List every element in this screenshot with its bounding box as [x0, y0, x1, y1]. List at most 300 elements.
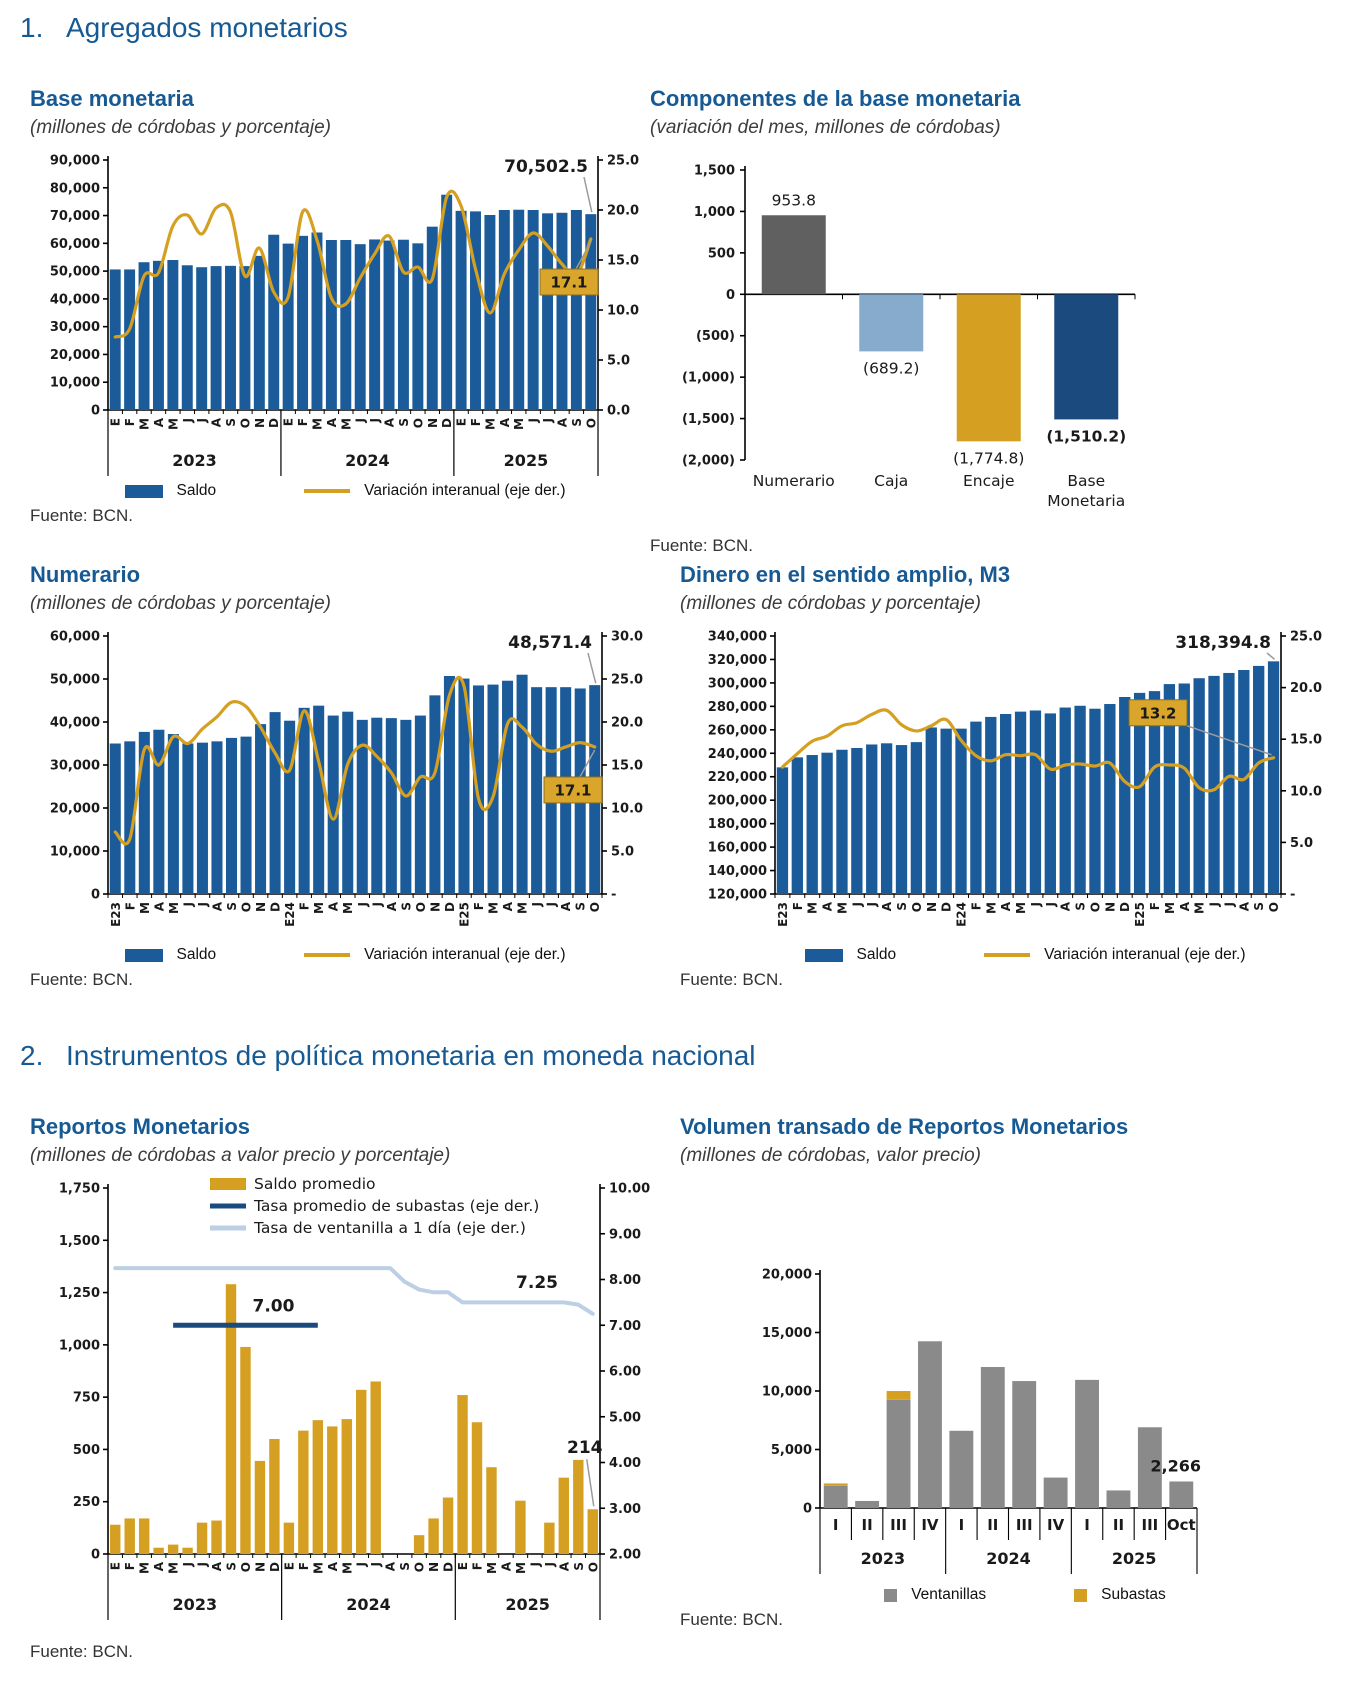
svg-text:O: O [588, 902, 603, 913]
svg-text:0: 0 [90, 1547, 100, 1563]
svg-text:17.1: 17.1 [550, 273, 588, 292]
svg-text:2,266: 2,266 [1150, 1456, 1201, 1476]
chart-title: Dinero en el sentido amplio, M3 [680, 562, 1011, 587]
svg-text:5.00: 5.00 [609, 1410, 642, 1426]
svg-text:60,000: 60,000 [49, 629, 100, 645]
svg-text:25.0: 25.0 [1290, 629, 1323, 645]
source-note: Fuente: BCN. [30, 1642, 133, 1661]
svg-text:M: M [835, 902, 850, 914]
svg-text:J: J [528, 1562, 543, 1567]
svg-text:N: N [253, 1562, 268, 1573]
svg-text:E: E [456, 1562, 471, 1571]
svg-text:D: D [267, 418, 282, 428]
svg-text:O: O [909, 902, 924, 913]
svg-text:2024: 2024 [346, 1595, 391, 1614]
svg-text:25.0: 25.0 [607, 153, 640, 169]
source-note: Fuente: BCN. [650, 536, 753, 555]
svg-text:Saldo promedio: Saldo promedio [254, 1175, 376, 1193]
svg-text:10.0: 10.0 [607, 303, 640, 319]
svg-text:8.00: 8.00 [609, 1273, 642, 1288]
svg-text:260,000: 260,000 [707, 723, 767, 739]
svg-text:15.0: 15.0 [607, 253, 640, 269]
svg-text:M: M [341, 902, 356, 914]
svg-text:A: A [152, 902, 167, 912]
svg-text:A: A [557, 1562, 572, 1572]
svg-text:A: A [210, 1562, 225, 1572]
svg-text:48,571.4: 48,571.4 [508, 633, 592, 653]
svg-text:I: I [832, 1516, 839, 1534]
svg-text:1,000: 1,000 [58, 1338, 100, 1354]
svg-text:M: M [512, 418, 527, 430]
svg-text:S: S [895, 902, 909, 911]
svg-text:20,000: 20,000 [761, 1267, 812, 1283]
svg-text:F: F [1148, 902, 1162, 911]
svg-text:340,000: 340,000 [707, 629, 767, 645]
svg-text:II: II [987, 1516, 999, 1534]
svg-text:I: I [1084, 1516, 1090, 1534]
svg-text:O: O [238, 418, 253, 429]
svg-text:Monetaria: Monetaria [1047, 492, 1126, 510]
svg-text:Oct: Oct [1166, 1516, 1196, 1534]
svg-text:J: J [1028, 902, 1043, 907]
svg-text:90,000: 90,000 [49, 153, 100, 169]
svg-text:F: F [296, 418, 311, 427]
svg-text:M: M [1192, 902, 1207, 914]
svg-text:S: S [569, 418, 584, 427]
svg-text:F: F [472, 902, 486, 911]
svg-text:Numerario: Numerario [752, 472, 835, 490]
svg-text:O: O [412, 1562, 427, 1573]
svg-text:N: N [427, 1562, 442, 1573]
svg-text:M: M [484, 1562, 499, 1574]
svg-text:2025: 2025 [503, 451, 549, 470]
svg-text:A: A [497, 418, 512, 428]
svg-text:50,000: 50,000 [49, 672, 100, 688]
chart-legend [30, 946, 660, 964]
variacion-swatch [304, 489, 350, 493]
svg-text:III: III [1141, 1516, 1159, 1534]
svg-text:F: F [123, 418, 138, 427]
variacion-swatch [304, 953, 350, 957]
svg-text:A: A [326, 902, 341, 912]
svg-text:2.00: 2.00 [609, 1547, 642, 1563]
svg-text:15,000: 15,000 [761, 1326, 812, 1341]
svg-text:20.0: 20.0 [611, 715, 644, 731]
svg-text:M: M [339, 418, 354, 430]
svg-text:A: A [151, 418, 166, 428]
svg-text:6.00: 6.00 [609, 1364, 642, 1380]
svg-text:7.00: 7.00 [609, 1318, 642, 1334]
svg-text:A: A [499, 1562, 514, 1572]
svg-text:E23: E23 [108, 902, 123, 927]
source-note: Fuente: BCN. [30, 970, 133, 989]
svg-text:13.2: 13.2 [1139, 704, 1177, 723]
saldo-swatch [125, 485, 163, 498]
svg-text:S: S [224, 1562, 239, 1571]
chart-legend [30, 482, 660, 500]
svg-text:Encaje: Encaje [963, 472, 1015, 490]
svg-text:2025: 2025 [1111, 1549, 1157, 1568]
svg-text:O: O [239, 902, 254, 913]
source-note: Fuente: BCN. [680, 970, 783, 989]
legend-label-variacion: Variación interanual (eje der.) [1044, 946, 1246, 963]
svg-text:M: M [1162, 902, 1177, 914]
ventanillas-swatch [884, 1589, 897, 1602]
svg-text:60,000: 60,000 [49, 236, 100, 252]
svg-text:J: J [526, 418, 541, 423]
svg-text:M: M [805, 902, 820, 914]
svg-text:240,000: 240,000 [707, 746, 767, 762]
section-1-heading [20, 12, 348, 44]
svg-text:A: A [555, 418, 570, 428]
svg-text:E: E [108, 418, 123, 427]
svg-text:0.0: 0.0 [607, 403, 631, 419]
svg-text:J: J [1222, 902, 1237, 907]
svg-text:J: J [1043, 902, 1058, 907]
svg-text:17.1: 17.1 [554, 781, 592, 800]
chart-title: Volumen transado de Reportos Monetarios [680, 1114, 1129, 1139]
svg-text:300,000: 300,000 [707, 676, 767, 692]
svg-text:O: O [1088, 902, 1103, 913]
svg-text:S: S [1252, 902, 1267, 911]
svg-text:A: A [501, 902, 516, 912]
svg-text:N: N [428, 902, 443, 913]
svg-text:30,000: 30,000 [49, 758, 100, 774]
svg-text:1,000: 1,000 [693, 204, 735, 220]
svg-text:A: A [820, 902, 835, 912]
numerario-chart [30, 624, 660, 944]
svg-text:A: A [325, 1562, 340, 1572]
svg-text:20.0: 20.0 [607, 203, 640, 219]
svg-text:N: N [254, 902, 269, 913]
svg-text:F: F [123, 902, 138, 911]
svg-text:III: III [890, 1516, 907, 1534]
svg-text:J: J [195, 1562, 210, 1567]
svg-text:4.00: 4.00 [609, 1456, 642, 1471]
chart-legend [680, 946, 1370, 964]
svg-text:5,000: 5,000 [770, 1443, 812, 1458]
svg-text:J: J [1207, 902, 1222, 907]
svg-text:M: M [166, 902, 181, 914]
svg-text:(500): (500) [695, 329, 735, 345]
svg-text:220,000: 220,000 [707, 770, 767, 786]
svg-text:320,000: 320,000 [707, 652, 767, 668]
svg-text:70,000: 70,000 [49, 209, 100, 225]
svg-text:200,000: 200,000 [707, 793, 767, 809]
svg-text:15.0: 15.0 [611, 758, 644, 774]
svg-text:S: S [571, 1562, 586, 1571]
section-2-heading [20, 1040, 756, 1072]
svg-text:0: 0 [802, 1501, 812, 1517]
svg-text:250: 250 [72, 1495, 100, 1511]
svg-text:O: O [1267, 902, 1282, 913]
svg-text:M: M [312, 902, 327, 914]
svg-text:A: A [1237, 902, 1252, 912]
chart-subtitle: (millones de córdobas, valor precio) [680, 1145, 981, 1166]
svg-text:M: M [166, 418, 181, 430]
svg-text:40,000: 40,000 [49, 715, 100, 731]
legend-label-variacion: Variación interanual (eje der.) [364, 946, 566, 963]
legend-label-ventanillas: Ventanillas [911, 1586, 987, 1603]
volumen-chart [725, 1258, 1215, 1578]
svg-text:20,000: 20,000 [49, 801, 100, 817]
svg-text:J: J [181, 1562, 196, 1567]
svg-text:20.0: 20.0 [1290, 681, 1323, 697]
section-2-number: 2. [20, 1040, 44, 1071]
svg-text:J: J [195, 902, 210, 907]
section-1-number: 1. [20, 12, 44, 43]
svg-text:30,000: 30,000 [49, 320, 100, 336]
svg-text:(1,774.8): (1,774.8) [953, 449, 1025, 468]
svg-text:J: J [181, 902, 196, 907]
svg-text:E24: E24 [954, 902, 969, 927]
svg-text:F: F [296, 1562, 311, 1571]
svg-text:70,502.5: 70,502.5 [504, 157, 588, 177]
svg-text:(1,000): (1,000) [681, 370, 735, 386]
svg-text:J: J [369, 1562, 384, 1567]
svg-text:J: J [195, 418, 210, 423]
svg-text:A: A [1058, 902, 1073, 912]
svg-text:-: - [611, 887, 617, 903]
svg-text:E: E [282, 1562, 297, 1571]
subastas-swatch [1074, 1589, 1087, 1602]
svg-text:F: F [123, 1562, 138, 1571]
svg-text:(1,510.2): (1,510.2) [1046, 427, 1127, 446]
svg-text:1,750: 1,750 [58, 1181, 100, 1197]
svg-text:J: J [541, 418, 556, 423]
svg-text:E: E [281, 418, 296, 427]
svg-text:A: A [384, 902, 399, 912]
chart-block-base-monetaria [30, 84, 660, 526]
saldo-swatch [125, 949, 163, 962]
svg-text:318,394.8: 318,394.8 [1175, 633, 1271, 653]
base-monetaria-chart [30, 148, 660, 480]
saldo-swatch [805, 949, 843, 962]
svg-text:2023: 2023 [860, 1549, 906, 1568]
m3-chart [680, 624, 1345, 944]
svg-text:M: M [311, 1562, 326, 1574]
svg-text:N: N [924, 902, 939, 913]
svg-text:F: F [969, 902, 984, 911]
svg-text:120,000: 120,000 [707, 887, 767, 903]
svg-text:M: M [137, 902, 152, 914]
chart-block-reportos [30, 1112, 660, 1662]
chart-block-volumen [680, 1112, 1370, 1630]
svg-text:0: 0 [725, 287, 735, 303]
svg-text:3.00: 3.00 [609, 1501, 642, 1517]
svg-text:J: J [180, 418, 195, 423]
chart-block-componentes [650, 84, 1360, 556]
svg-text:M: M [137, 1562, 152, 1574]
svg-text:II: II [1112, 1516, 1125, 1534]
svg-text:IV: IV [921, 1516, 939, 1534]
svg-text:A: A [880, 902, 895, 912]
svg-text:N: N [1103, 902, 1118, 913]
svg-text:N: N [252, 418, 267, 429]
svg-text:9.00: 9.00 [609, 1227, 642, 1243]
svg-text:III: III [1015, 1516, 1033, 1534]
legend-label-saldo: Saldo [856, 946, 897, 963]
svg-text:S: S [225, 902, 239, 911]
svg-text:E24: E24 [283, 902, 298, 927]
svg-text:O: O [411, 418, 426, 429]
svg-text:E: E [108, 1562, 123, 1571]
svg-text:F: F [790, 902, 805, 911]
svg-text:D: D [939, 902, 954, 912]
chart-title: Base monetaria [30, 86, 194, 111]
chart-subtitle: (millones de córdobas y porcentaje) [30, 117, 331, 138]
svg-text:S: S [398, 1562, 413, 1571]
legend-label-subastas: Subastas [1101, 1586, 1166, 1603]
chart-block-numerario [30, 560, 660, 990]
svg-text:10,000: 10,000 [761, 1384, 812, 1400]
legend-label-saldo: Saldo [176, 482, 217, 499]
svg-text:(2,000): (2,000) [681, 453, 735, 469]
componentes-chart [650, 156, 1155, 524]
svg-text:J: J [865, 902, 880, 907]
svg-text:S: S [399, 902, 414, 911]
svg-text:10.00: 10.00 [609, 1181, 651, 1197]
source-note: Fuente: BCN. [30, 506, 133, 525]
svg-text:Tasa promedio de subastas (eje: Tasa promedio de subastas (eje der.) [254, 1197, 540, 1215]
svg-text:M: M [513, 1562, 528, 1574]
svg-text:O: O [413, 902, 428, 913]
svg-text:80,000: 80,000 [49, 181, 100, 197]
svg-text:A: A [209, 418, 224, 428]
svg-text:O: O [238, 1562, 253, 1573]
svg-text:40,000: 40,000 [49, 292, 100, 308]
reportos-chart [30, 1174, 660, 1632]
svg-text:10,000: 10,000 [49, 844, 100, 860]
svg-text:F: F [297, 902, 312, 911]
chart-block-m3 [680, 560, 1370, 990]
svg-text:180,000: 180,000 [707, 817, 767, 833]
svg-text:500: 500 [72, 1442, 100, 1458]
svg-text:J: J [850, 902, 865, 907]
svg-text:M: M [483, 418, 498, 430]
svg-text:M: M [1014, 902, 1029, 914]
svg-text:(689.2): (689.2) [863, 359, 920, 378]
svg-text:J: J [370, 902, 385, 907]
svg-text:Tasa de ventanilla a 1 día (ej: Tasa de ventanilla a 1 día (eje der.) [254, 1219, 526, 1237]
svg-text:7.25: 7.25 [516, 1272, 558, 1293]
svg-text:D: D [1118, 902, 1133, 912]
svg-text:1,500: 1,500 [693, 163, 735, 179]
chart-subtitle: (millones de córdobas a valor precio y porcentaje) [30, 1145, 451, 1166]
svg-text:E25: E25 [1133, 902, 1148, 927]
chart-subtitle: (millones de córdobas y porcentaje) [680, 593, 981, 614]
svg-text:A: A [1177, 902, 1192, 912]
svg-text:10.0: 10.0 [611, 801, 644, 817]
chart-legend [680, 1586, 1370, 1604]
svg-text:E23: E23 [775, 902, 790, 927]
svg-text:A: A [210, 902, 225, 912]
svg-text:500: 500 [707, 246, 735, 262]
svg-text:0: 0 [90, 403, 100, 419]
svg-text:M: M [515, 902, 530, 914]
svg-text:S: S [224, 418, 238, 427]
svg-text:D: D [442, 902, 457, 912]
svg-text:Caja: Caja [874, 472, 909, 490]
legend-label-variacion: Variación interanual (eje der.) [364, 482, 566, 499]
svg-text:2023: 2023 [172, 451, 217, 470]
svg-text:160,000: 160,000 [707, 840, 767, 856]
svg-text:O: O [584, 418, 599, 429]
svg-text:A: A [383, 1562, 398, 1572]
legend-label-saldo: Saldo [176, 946, 217, 963]
svg-text:A: A [152, 1562, 167, 1572]
svg-text:214: 214 [567, 1438, 603, 1459]
svg-text:15.0: 15.0 [1290, 732, 1323, 748]
svg-text:S: S [573, 902, 588, 911]
svg-text:A: A [559, 902, 574, 912]
svg-text:J: J [542, 1562, 557, 1567]
svg-text:50,000: 50,000 [49, 264, 100, 280]
svg-text:J: J [544, 902, 559, 907]
svg-text:A: A [382, 418, 397, 428]
svg-text:N: N [425, 418, 440, 429]
chart-subtitle: (variación del mes, millones de córdobas) [650, 117, 1001, 138]
variacion-swatch [984, 953, 1030, 957]
svg-text:140,000: 140,000 [707, 864, 767, 880]
source-note: Fuente: BCN. [680, 1610, 783, 1629]
svg-text:5.0: 5.0 [611, 844, 635, 860]
svg-text:D: D [440, 418, 455, 428]
svg-text:-: - [1290, 887, 1296, 903]
svg-text:J: J [354, 1562, 369, 1567]
svg-text:M: M [310, 418, 325, 430]
svg-text:2023: 2023 [172, 1595, 218, 1614]
chart-subtitle: (millones de córdobas y porcentaje) [30, 593, 331, 614]
chart-title: Reportos Monetarios [30, 1114, 251, 1139]
svg-text:E25: E25 [457, 902, 472, 927]
svg-text:30.0: 30.0 [611, 629, 644, 645]
svg-text:5.0: 5.0 [607, 353, 631, 369]
svg-text:1,500: 1,500 [58, 1233, 100, 1249]
svg-text:Base: Base [1067, 472, 1106, 490]
svg-text:7.00: 7.00 [252, 1296, 295, 1317]
svg-text:2024: 2024 [345, 451, 390, 470]
section-1-title: Agregados monetarios [66, 12, 348, 43]
svg-text:D: D [441, 1562, 456, 1572]
svg-text:S: S [396, 418, 411, 427]
svg-text:10,000: 10,000 [49, 375, 100, 391]
svg-text:1,250: 1,250 [58, 1286, 100, 1302]
svg-text:A: A [999, 902, 1014, 912]
svg-text:A: A [324, 418, 339, 428]
svg-text:5.0: 5.0 [1290, 835, 1314, 851]
svg-text:F: F [470, 1562, 485, 1571]
svg-text:2024: 2024 [986, 1549, 1031, 1568]
svg-text:J: J [353, 418, 368, 423]
svg-text:25.0: 25.0 [611, 672, 644, 688]
svg-text:O: O [586, 1562, 601, 1573]
svg-text:M: M [137, 418, 152, 430]
svg-text:750: 750 [72, 1390, 100, 1406]
svg-text:J: J [355, 902, 370, 907]
svg-text:D: D [267, 1562, 282, 1572]
chart-title: Numerario [30, 562, 141, 587]
svg-text:M: M [166, 1562, 181, 1574]
svg-text:280,000: 280,000 [707, 699, 767, 715]
svg-text:M: M [984, 902, 999, 914]
svg-text:20,000: 20,000 [49, 347, 100, 363]
svg-text:2025: 2025 [505, 1595, 550, 1614]
section-2-title: Instrumentos de política monetaria en moneda nacional [66, 1040, 756, 1071]
svg-text:J: J [530, 902, 545, 907]
svg-text:10.0: 10.0 [1290, 784, 1323, 800]
svg-text:M: M [486, 902, 501, 914]
